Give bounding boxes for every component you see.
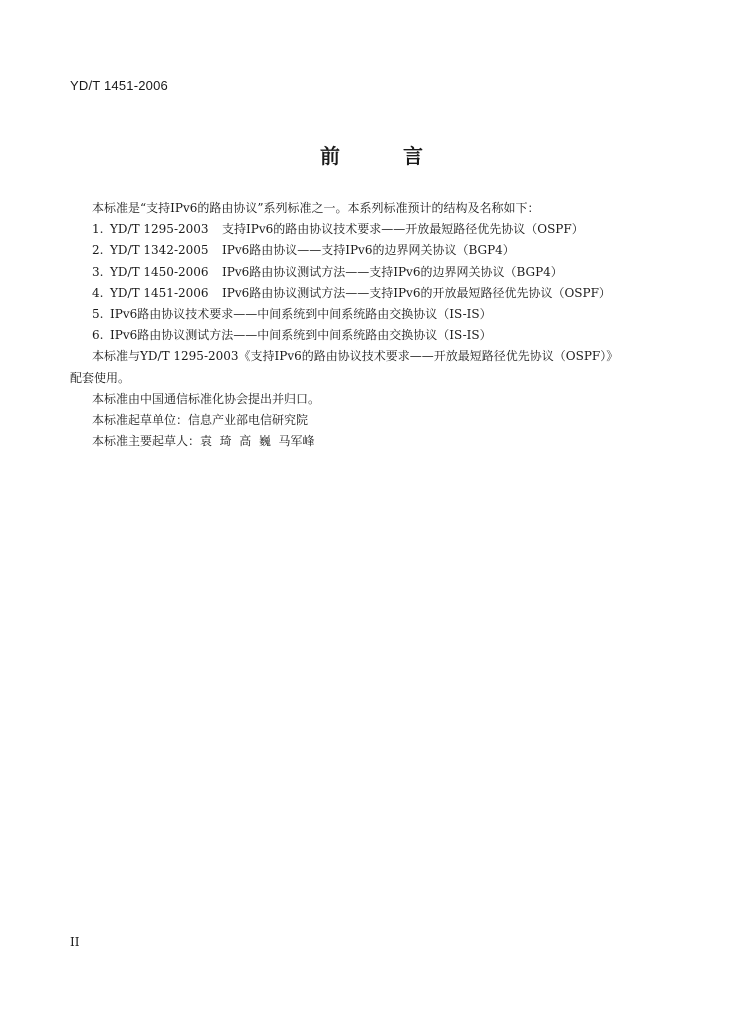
list-item bbox=[70, 325, 670, 346]
list-item-text: IPv6路由协议测试方法——支持IPv6的边界网关协议（BGP4） bbox=[222, 264, 563, 279]
list-item-text: IPv6路由协议——支持IPv6的边界网关协议（BGP4） bbox=[222, 243, 515, 258]
list-item-number: 2. bbox=[92, 243, 104, 258]
page-number: II bbox=[70, 935, 80, 949]
page-title: 前 言 bbox=[320, 144, 451, 168]
foreword-body bbox=[70, 198, 670, 452]
list-item-number: 1. bbox=[92, 222, 104, 237]
usage-paragraph-line2: 配套使用。 bbox=[70, 370, 131, 385]
list-item bbox=[70, 219, 670, 240]
list-item-code: YD/T 1342-2005 bbox=[110, 243, 209, 258]
list-item bbox=[70, 262, 670, 283]
list-item-code: YD/T 1295-2003 bbox=[110, 222, 209, 237]
list-item-text: IPv6路由协议技术要求——中间系统到中间系统路由交换协议（IS-IS） bbox=[110, 307, 492, 322]
list-item bbox=[70, 240, 670, 261]
list-item bbox=[70, 283, 670, 304]
list-item-code: YD/T 1450-2006 bbox=[110, 264, 209, 279]
list-item-number: 3. bbox=[92, 264, 104, 279]
list-item-text: IPv6路由协议测试方法——支持IPv6的开放最短路径优先协议（OSPF） bbox=[222, 285, 611, 300]
list-item-number: 6. bbox=[92, 328, 104, 343]
list-item-code: YD/T 1451-2006 bbox=[110, 285, 209, 300]
list-item-text: 支持IPv6的路由协议技术要求——开放最短路径优先协议（OSPF） bbox=[222, 222, 584, 237]
list-item-number: 4. bbox=[92, 285, 104, 300]
standard-code: YD/T 1451-2006 bbox=[70, 78, 168, 93]
proposer-paragraph: 本标准由中国通信标准化协会提出并归口。 bbox=[92, 391, 321, 406]
intro-paragraph: 本标准是“支持IPv6的路由协议”系列标准之一。本系列标准预计的结构及名称如下： bbox=[92, 201, 540, 215]
list-item bbox=[70, 304, 670, 325]
list-item-text: IPv6路由协议测试方法——中间系统到中间系统路由交换协议（IS-IS） bbox=[110, 328, 492, 343]
list-item-number: 5. bbox=[92, 307, 104, 322]
drafting-unit-paragraph: 本标准起草单位：信息产业部电信研究院 bbox=[92, 413, 309, 428]
usage-paragraph-line1: 本标准与YD/T 1295-2003《支持IPv6的路由协议技术要求——开放最短路径优先协议（OSPF）》 bbox=[92, 349, 619, 364]
drafters-paragraph: 本标准主要起草人：袁 琦 高 巍 马军峰 bbox=[92, 434, 315, 449]
